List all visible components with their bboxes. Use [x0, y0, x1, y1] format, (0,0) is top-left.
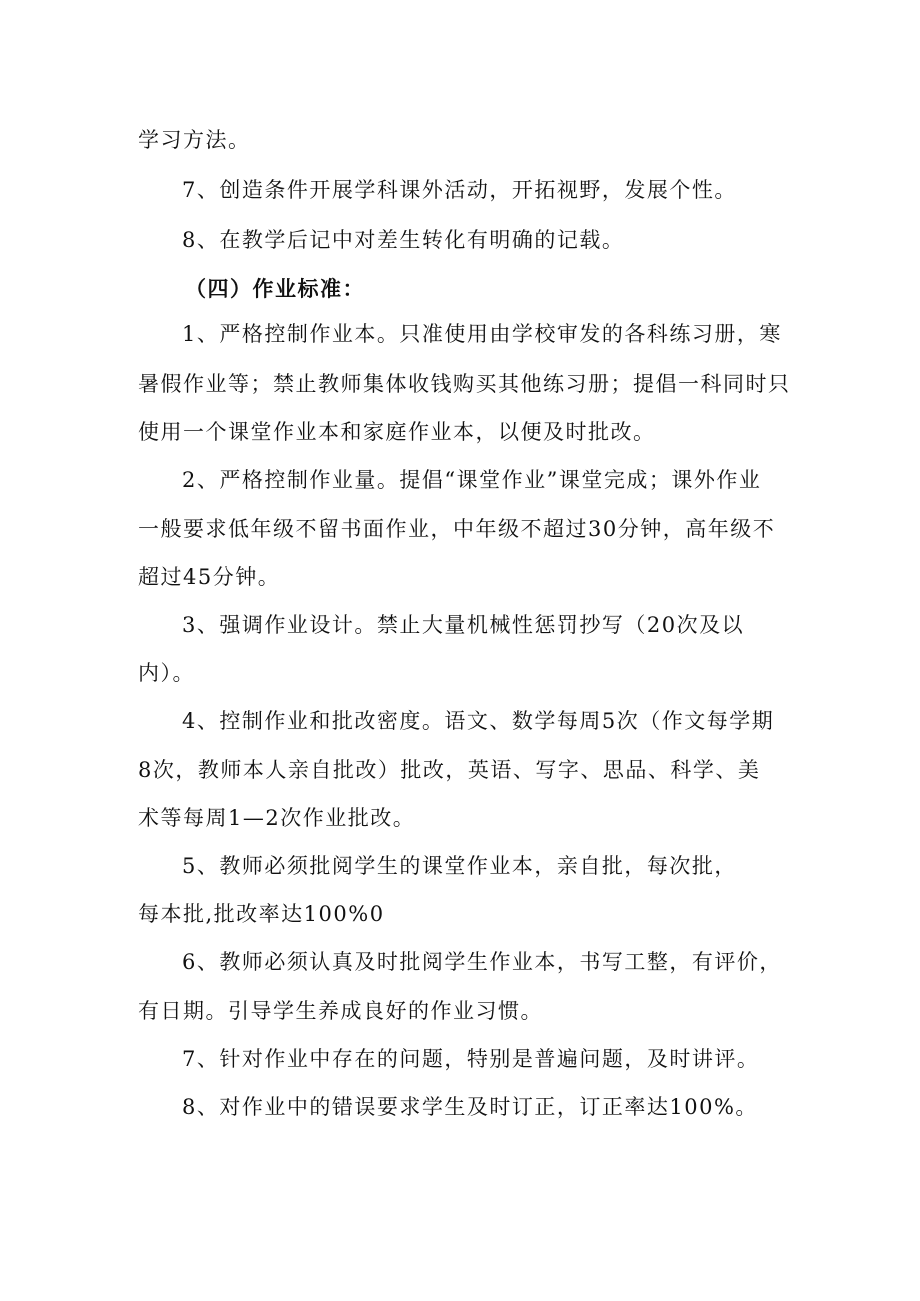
text-line-homework-7: 7、针对作业中存在的问题，特别是普遍问题，及时讲评。	[182, 1047, 760, 1071]
text-line-homework-8: 8、对作业中的错误要求学生及时订正，订正率达100%。	[182, 1095, 758, 1119]
text-line-item-7: 7、创造条件开展学科课外活动，开拓视野，发展个性。	[182, 178, 737, 202]
text-line-homework-2-cont1: 一般要求低年级不留书面作业，中年级不超过30分钟，高年级不	[138, 517, 776, 541]
text-line-homework-4-cont2: 术等每周1—2次作业批改。	[138, 806, 416, 830]
text-line-homework-1: 1、严格控制作业本。只准使用由学校审发的各科练习册，寒	[182, 322, 782, 346]
text-line-continuation: 学习方法。	[138, 128, 251, 152]
text-line-homework-3-cont1: 内）。	[138, 661, 195, 685]
section-heading-homework-standards: （四）作业标准：	[185, 276, 365, 301]
text-line-homework-6: 6、教师必须认真及时批阅学生作业本，书写工整，有评价，	[182, 950, 782, 974]
text-line-homework-1-cont2: 使用一个课堂作业本和家庭作业本，以便及时批改。	[138, 420, 656, 444]
text-line-homework-2-cont2: 超过45分钟。	[138, 565, 281, 589]
text-line-homework-2: 2、严格控制作业量。提倡“课堂作业”课堂完成；课外作业	[182, 468, 762, 492]
text-line-homework-6-cont1: 有日期。引导学生养成良好的作业习惯。	[138, 999, 543, 1023]
text-line-homework-5-cont1: 每本批,批改率达100%0	[138, 902, 385, 926]
text-line-homework-4: 4、控制作业和批改密度。语文、数学每周5次（作文每学期	[182, 709, 775, 733]
text-line-homework-5: 5、教师必须批阅学生的课堂作业本，亲自批，每次批，	[182, 854, 737, 878]
text-line-homework-4-cont1: 8次，教师本人亲自批改）批改，英语、写字、思品、科学、美	[138, 758, 761, 782]
text-line-item-8: 8、在教学后记中对差生转化有明确的记载。	[182, 228, 625, 252]
text-line-homework-1-cont1: 暑假作业等；禁止教师集体收钱购买其他练习册；提倡一科同时只	[138, 372, 791, 396]
text-line-homework-3: 3、强调作业设计。禁止大量机械性惩罚抄写（20次及以	[182, 613, 745, 637]
